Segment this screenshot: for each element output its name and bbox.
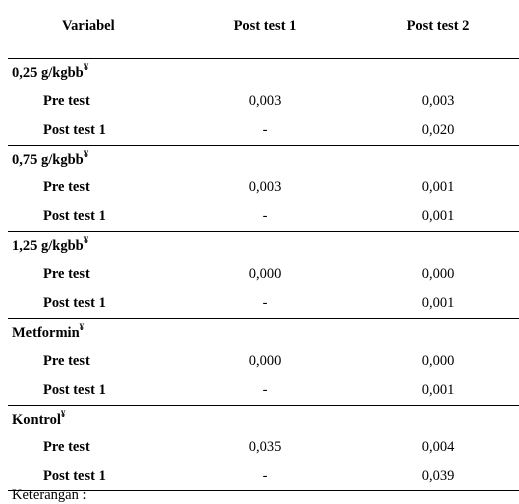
value-post-test-1: - xyxy=(262,208,268,224)
value-post-test-2: 0,020 xyxy=(421,122,455,138)
yen-mark: ¥ xyxy=(79,322,85,333)
yen-mark: ¥ xyxy=(83,149,89,160)
value-post-test-2: 0,001 xyxy=(421,179,455,195)
table-note: Keterangan : xyxy=(12,487,87,503)
yen-mark: ¥ xyxy=(60,409,66,420)
group-rule xyxy=(8,318,519,319)
yen-mark: ¥ xyxy=(83,235,89,246)
group-title: Metformin¥ xyxy=(12,322,85,341)
header-bottom-rule xyxy=(8,58,519,59)
value-post-test-1: - xyxy=(262,468,268,484)
header-post-test-2: Post test 2 xyxy=(406,18,470,34)
value-post-test-1: - xyxy=(262,295,268,311)
row-label: Post test 1 xyxy=(43,468,106,484)
row-label: Post test 1 xyxy=(43,382,106,398)
group-title: 1,25 g/kgbb¥ xyxy=(12,235,89,254)
value-post-test-1: 0,003 xyxy=(248,179,282,195)
value-post-test-1: 0,000 xyxy=(248,266,282,282)
value-post-test-1: - xyxy=(262,382,268,398)
value-post-test-2: 0,000 xyxy=(421,353,455,369)
row-label: Pre test xyxy=(43,179,90,195)
value-post-test-2: 0,001 xyxy=(421,382,455,398)
value-post-test-1: 0,003 xyxy=(248,93,282,109)
group-rule xyxy=(8,405,519,406)
value-post-test-1: - xyxy=(262,122,268,138)
row-label: Pre test xyxy=(43,439,90,455)
row-label: Pre test xyxy=(43,266,90,282)
value-post-test-1: 0,000 xyxy=(248,353,282,369)
value-post-test-1: 0,035 xyxy=(248,439,282,455)
row-label: Post test 1 xyxy=(43,295,106,311)
row-label: Post test 1 xyxy=(43,208,106,224)
group-title: 0,25 g/kgbb¥ xyxy=(12,62,89,81)
group-rule xyxy=(8,231,519,232)
yen-mark: ¥ xyxy=(83,62,89,73)
row-label: Pre test xyxy=(43,353,90,369)
value-post-test-2: 0,004 xyxy=(421,439,455,455)
group-title: Kontrol¥ xyxy=(12,409,66,428)
value-post-test-2: 0,039 xyxy=(421,468,455,484)
header-variabel: Variabel xyxy=(62,18,115,34)
group-title: 0,75 g/kgbb¥ xyxy=(12,149,89,168)
value-post-test-2: 0,001 xyxy=(421,208,455,224)
row-label: Pre test xyxy=(43,93,90,109)
value-post-test-2: 0,001 xyxy=(421,295,455,311)
header-post-test-1: Post test 1 xyxy=(233,18,297,34)
row-label: Post test 1 xyxy=(43,122,106,138)
value-post-test-2: 0,000 xyxy=(421,266,455,282)
group-rule xyxy=(8,145,519,146)
value-post-test-2: 0,003 xyxy=(421,93,455,109)
